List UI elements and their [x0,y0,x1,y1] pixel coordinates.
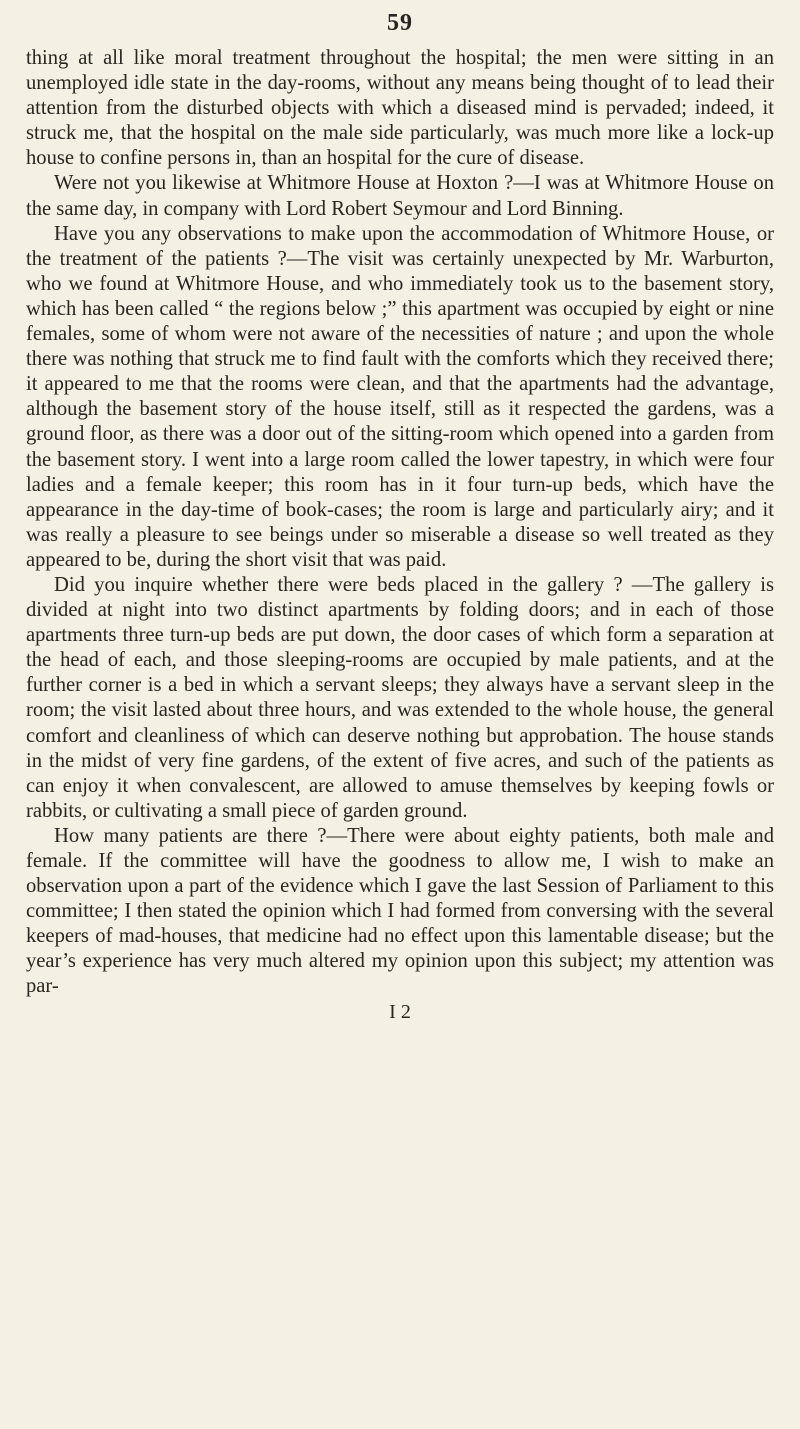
paragraph-3: Have you any observations to make upon the accommodation of Whitmore House, or the treatment of the patients ?—The visit was certainly unexpected by Mr. Warburton, who we found at Whitmore House, and who immediately took us to the basement story, which has been called “ the regions below ;” this apartment was occupied by eight or nine females, some of whom were not aware of the necessities of nature ; and upon the whole there was nothing that struck me to find fault with the comforts which they received there; it appeared to me that the rooms were clean, and that the apartments had the advantage, although the basement story of the house itself, still as it respected the gardens, was a ground floor, as there was a door out of the sitting-room which opened into a garden from the basement story. I went into a large room called the lower tapestry, in which were four ladies and a female keeper; this room has in it four turn-up beds, which have the appearance in the day-time of book-cases; the room is large and particularly airy; and it was really a pleasure to see beings under so miserable a disease so well treated as they appeared to be, during the short visit that was paid. [26,222,774,571]
paragraph-2: Were not you likewise at Whitmore House at Hoxton ?—I was at Whitmore House on the same day, in company with Lord Robert Seymour and Lord Binning. [26,172,774,220]
paragraph-5: How many patients are there ?—There were about eighty patients, both male and female. If the committee will have the goodness to allow me, I wish to make an observation upon a part of the evidence which I gave the last Session of Parliament to this committee; I then stated the opinion which I had formed from conversing with the several keepers of mad-houses, that medicine had no effect upon this lamentable disease; but the year’s experience has very much altered my opinion upon this subject; my attention was par- [26,824,774,998]
paragraph-4: Did you inquire whether there were beds placed in the gallery ? —The gallery is divided at night into two distinct apartments by folding doors; and in each of those apartments three turn-up beds are put down, the door cases of which form a separation at the head of each, and those sleeping-rooms are occupied by male patients, and at the further corner is a bed in which a servant sleeps; they always have a servant sleep in the room; the visit lasted about three hours, and was extended to the whole house, the general comfort and cleanliness of which can deserve nothing but approbation. The house stands in the midst of very fine gardens, of the extent of five acres, and such of the patients as can enjoy it when convalescent, are allowed to amuse themselves by keeping fowls or rabbits, or cultivating a small piece of garden ground. [26,573,774,822]
paragraph-1: thing at all like moral treatment throughout the hospital; the men were sitting in an unemployed idle state in the day-rooms, without any means being thought of to lead their attention from the disturbed objects with which a diseased mind is pervaded; indeed, it struck me, that the hospital on the male side particularly, was much more like a lock-up house to confine persons in, than an hospital for the cure of disease. [26,47,774,170]
page-number: 59 [387,10,413,36]
signature-mark: I 2 [389,1000,411,1023]
